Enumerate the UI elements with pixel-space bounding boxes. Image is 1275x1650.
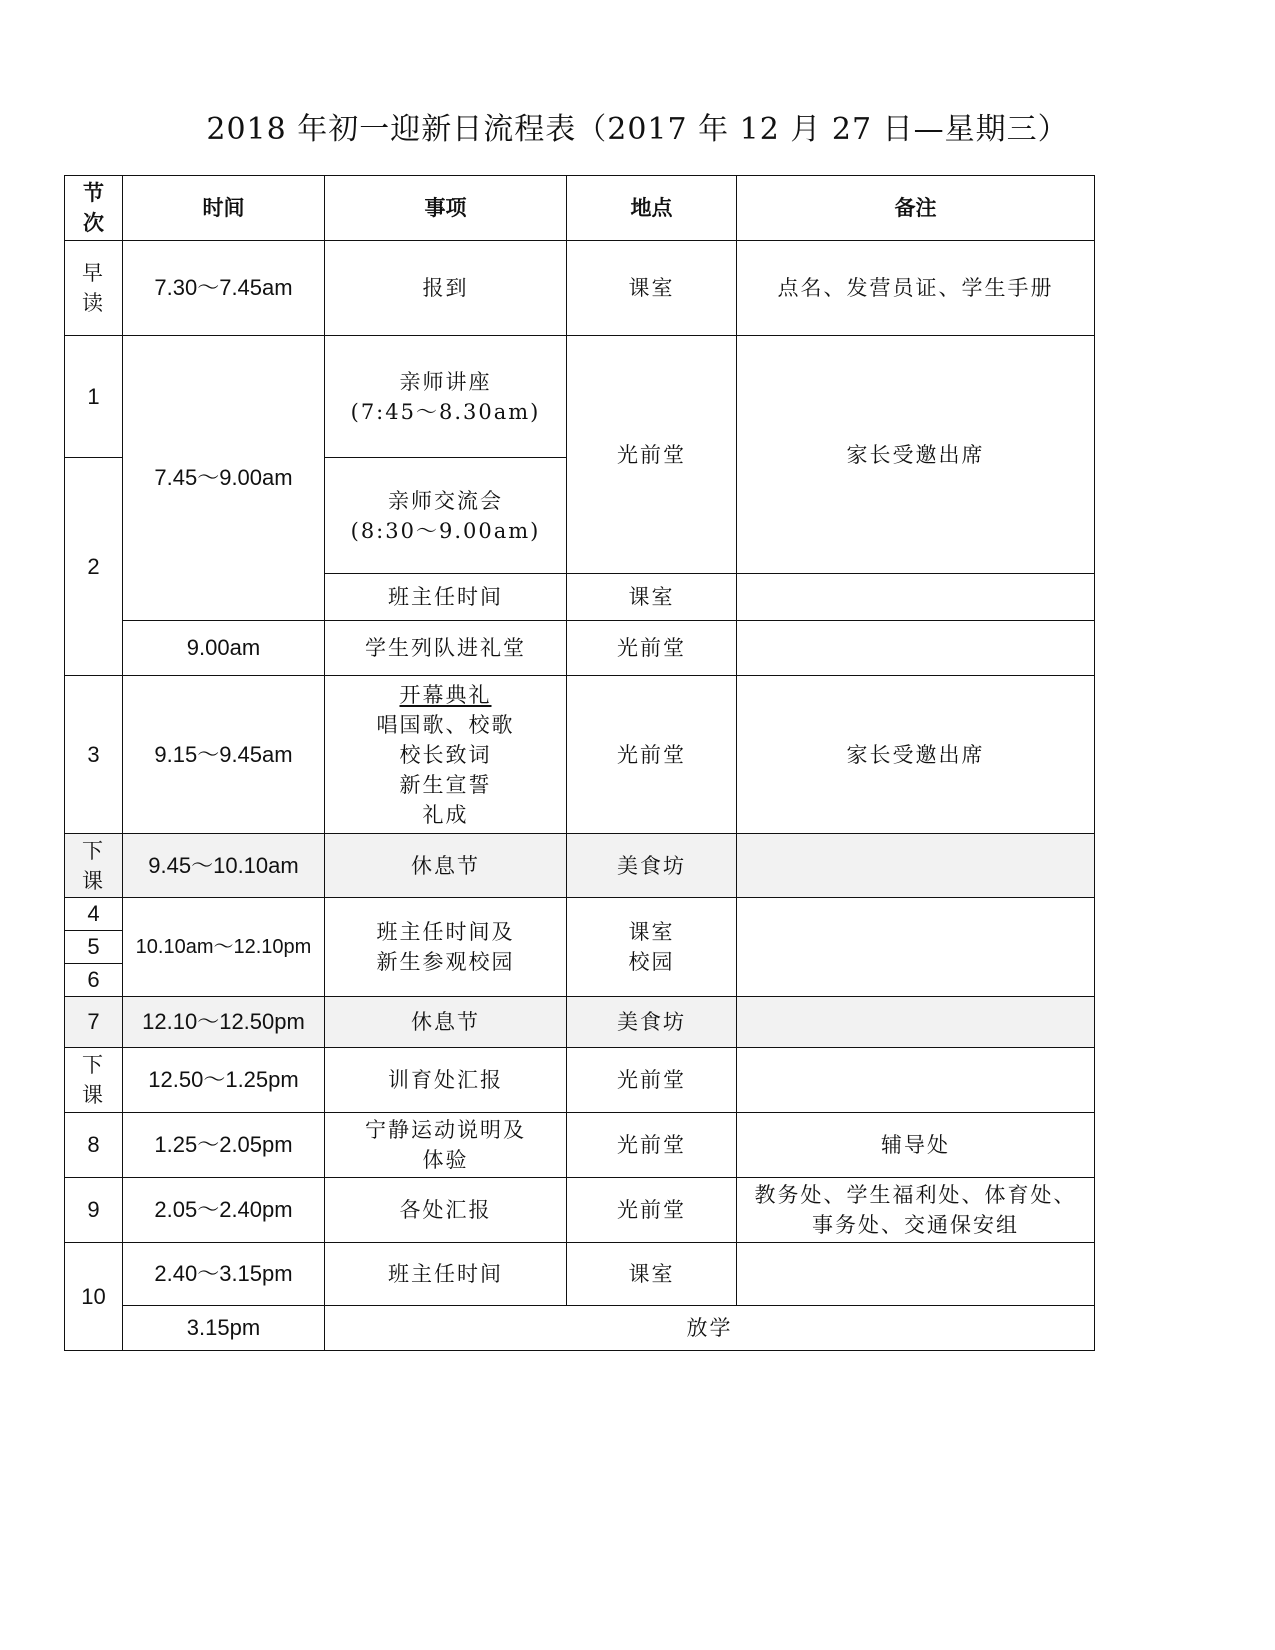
schedule-table — [64, 175, 1095, 1351]
table-row — [65, 1243, 1095, 1306]
period-cell: 7 — [65, 997, 123, 1048]
time-cell: 3.15pm — [123, 1306, 325, 1351]
table-row — [65, 898, 1095, 931]
location-cell: 课室 — [567, 574, 737, 621]
remarks-cell: 辅导处 — [737, 1113, 1095, 1178]
header-location: 地点 — [567, 176, 737, 241]
location-cell: 光前堂 — [567, 1178, 737, 1243]
item-cell: 开幕典礼 唱国歌、校歌 校长致词 新生宣誓 礼成 — [325, 676, 567, 834]
remarks-cell: 教务处、学生福利处、体育处、 事务处、交通保安组 — [737, 1178, 1095, 1243]
location-cell: 课室 — [567, 241, 737, 336]
remarks-cell — [737, 898, 1095, 997]
ceremony-heading: 开幕典礼 — [399, 682, 492, 707]
item-cell: 休息节 — [325, 834, 567, 898]
location-cell: 光前堂 — [567, 1113, 737, 1178]
time-cell: 10.10am～12.10pm — [123, 898, 325, 997]
item-cell: 班主任时间 — [325, 574, 567, 621]
period-cell: 下 课 — [65, 834, 123, 898]
period-cell: 3 — [65, 676, 123, 834]
time-cell: 9.45～10.10am — [123, 834, 325, 898]
item-cell: 亲师讲座 (7:45～8.30am) — [325, 336, 567, 458]
item-cell: 宁静运动说明及 体验 — [325, 1113, 567, 1178]
table-row — [65, 1178, 1095, 1243]
period-cell: 1 — [65, 336, 123, 458]
time-cell: 9.00am — [123, 621, 325, 676]
item-cell: 学生列队进礼堂 — [325, 621, 567, 676]
period-cell: 8 — [65, 1113, 123, 1178]
time-cell: 7.30～7.45am — [123, 241, 325, 336]
table-row — [65, 241, 1095, 336]
remarks-cell — [737, 621, 1095, 676]
table-row — [65, 997, 1095, 1048]
item-cell: 报到 — [325, 241, 567, 336]
time-cell: 12.50～1.25pm — [123, 1048, 325, 1113]
period-cell: 下 课 — [65, 1048, 123, 1113]
location-cell: 光前堂 — [567, 336, 737, 574]
time-cell: 7.45～9.00am — [123, 336, 325, 621]
item-cell: 各处汇报 — [325, 1178, 567, 1243]
table-row — [65, 336, 1095, 458]
table-row — [65, 621, 1095, 676]
header-row — [65, 176, 1095, 241]
item-cell: 训育处汇报 — [325, 1048, 567, 1113]
period-cell: 2 — [65, 458, 123, 676]
location-cell: 美食坊 — [567, 997, 737, 1048]
remarks-cell: 家长受邀出席 — [737, 676, 1095, 834]
item-cell: 休息节 — [325, 997, 567, 1048]
dismissal-cell: 放学 — [325, 1306, 1095, 1351]
page-title: 2018 年初一迎新日流程表（2017 年 12 月 27 日—星期三） — [206, 112, 1069, 147]
remarks-cell — [737, 574, 1095, 621]
period-cell: 10 — [65, 1243, 123, 1351]
remarks-cell — [737, 1048, 1095, 1113]
remarks-cell: 点名、发营员证、学生手册 — [737, 241, 1095, 336]
header-item: 事项 — [325, 176, 567, 241]
location-cell: 光前堂 — [567, 1048, 737, 1113]
item-cell: 班主任时间 — [325, 1243, 567, 1306]
time-cell: 9.15～9.45am — [123, 676, 325, 834]
time-cell: 2.05～2.40pm — [123, 1178, 325, 1243]
period-cell: 早 读 — [65, 241, 123, 336]
time-cell: 1.25～2.05pm — [123, 1113, 325, 1178]
item-cell: 班主任时间及 新生参观校园 — [325, 898, 567, 997]
header-period: 节 次 — [65, 176, 123, 241]
remarks-cell — [737, 1243, 1095, 1306]
remarks-cell — [737, 834, 1095, 898]
location-cell: 光前堂 — [567, 621, 737, 676]
header-time: 时间 — [123, 176, 325, 241]
table-row — [65, 676, 1095, 834]
table-row — [65, 834, 1095, 898]
item-cell: 亲师交流会 (8:30～9.00am) — [325, 458, 567, 574]
period-cell: 6 — [65, 964, 123, 997]
period-cell: 4 — [65, 898, 123, 931]
header-remarks: 备注 — [737, 176, 1095, 241]
location-cell: 课室 — [567, 1243, 737, 1306]
location-cell: 光前堂 — [567, 676, 737, 834]
table-row — [65, 1048, 1095, 1113]
period-cell: 5 — [65, 931, 123, 964]
time-cell: 2.40～3.15pm — [123, 1243, 325, 1306]
location-cell: 课室 校园 — [567, 898, 737, 997]
remarks-cell — [737, 997, 1095, 1048]
table-row — [65, 1306, 1095, 1351]
table-row — [65, 1113, 1095, 1178]
remarks-cell: 家长受邀出席 — [737, 336, 1095, 574]
location-cell: 美食坊 — [567, 834, 737, 898]
time-cell: 12.10～12.50pm — [123, 997, 325, 1048]
period-cell: 9 — [65, 1178, 123, 1243]
